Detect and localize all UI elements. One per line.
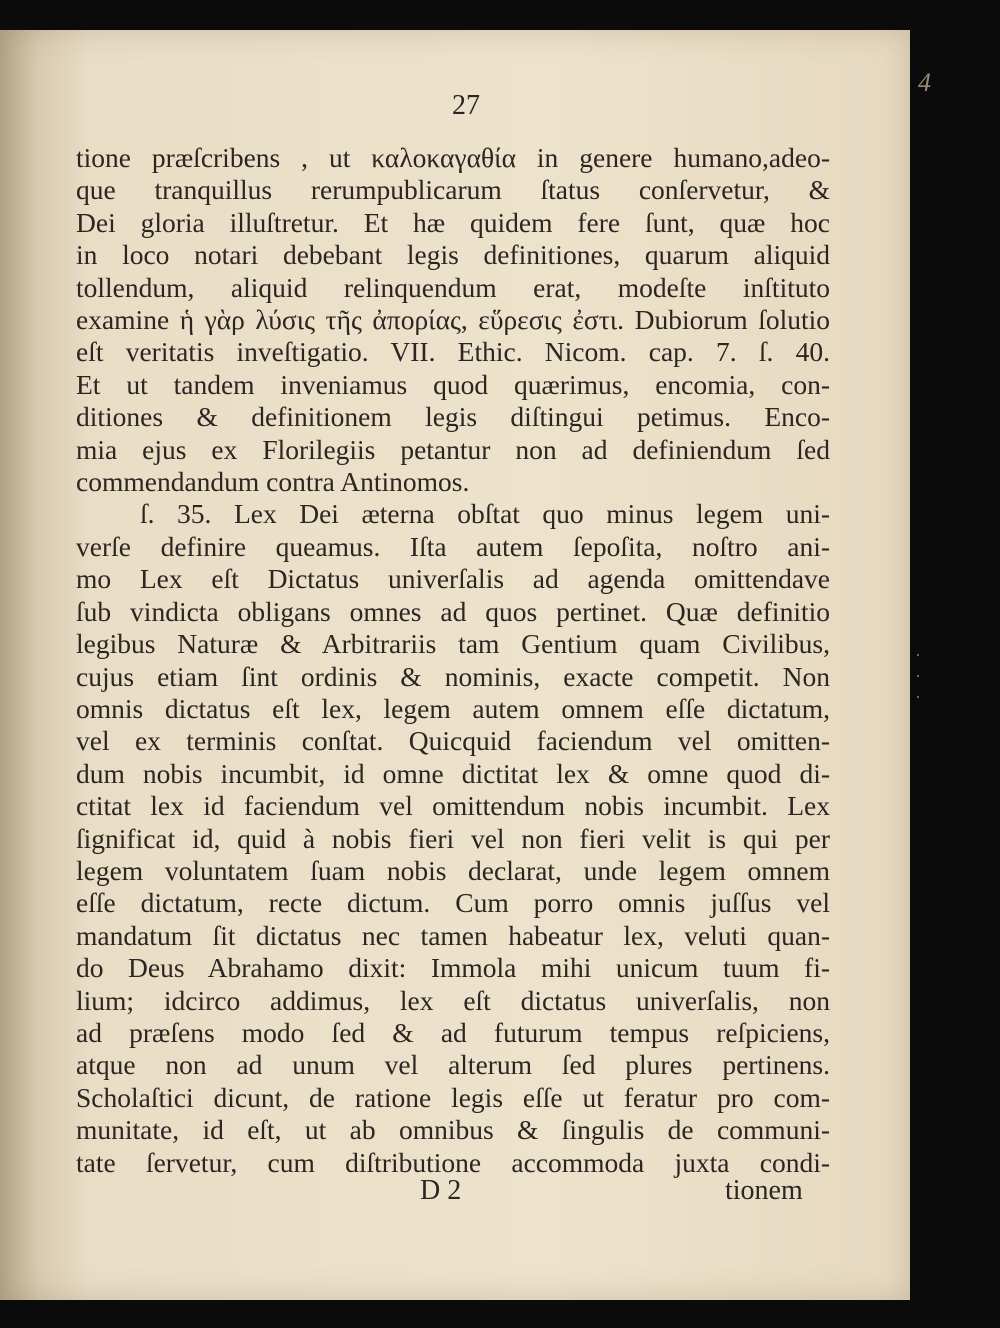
text-line: omnis dictatus eſt lex, legem autem omnem eſſe dictatum, [76, 692, 830, 724]
text-line: atque non ad unum vel alterum ſed plures pertinens. [76, 1049, 830, 1081]
text-line: ditiones & definitionem legis diſtingui petimus. Enco- [76, 401, 830, 433]
text-line: mia ejus ex Florilegiis petantur non ad definiendum ſed [76, 433, 830, 465]
text-line: que tranquillus rerumpublicarum ſtatus conſervetur, & [76, 174, 830, 206]
body-text [76, 142, 830, 1179]
text-line: Et ut tandem inveniamus quod quærimus, encomia, con- [76, 368, 830, 400]
text-line: ſignificat id, quid à nobis fieri vel non fieri velit is qui per [76, 822, 830, 854]
text-line: examine ἡ γὰρ λύσις τῆς ἀπορίας, εὕρεσις ἐστι. Dubiorum ſolutio [76, 304, 830, 336]
catchword: tionem [725, 1175, 803, 1206]
text-line: tione præſcribens , ut καλοκαγαθία in genere humano,adeo- [76, 142, 830, 173]
text-line: cujus etiam ſint ordinis & nominis, exacte competit. Non [76, 660, 830, 692]
text-line: munitate, id eſt, ut ab omnibus & ſingulis de communi- [76, 1114, 830, 1146]
text-line: do Deus Abrahamo dixit: Immola mihi unicum tuum fi- [76, 952, 830, 984]
text-line: legem voluntatem ſuam nobis declarat, unde legem omnem [76, 854, 830, 886]
text-line: eſſe dictatum, recte dictum. Cum porro omnis juſſus vel [76, 887, 830, 919]
text-line: eſt veritatis inveſtigatio. VII. Ethic. Nicom. cap. 7. ſ. 40. [76, 336, 830, 368]
text-line: verſe definire queamus. Iſta autem ſepoſita, noſtro ani- [76, 530, 830, 562]
text-line: Scholaſtici dicunt, de ratione legis eſſe ut feratur pro com- [76, 1081, 830, 1113]
text-line: ſub vindicta obligans omnes ad quos pertinet. Quæ definitio [76, 595, 830, 627]
text-line: tollendum, aliquid relinquendum erat, modeſte inſtituto [76, 271, 830, 303]
text-line: commendandum contra Antinomos. [76, 466, 470, 498]
page-number: 27 [452, 90, 480, 121]
corner-mark: 4 [918, 68, 931, 97]
text-line: ſ. 35. Lex Dei æterna obſtat quo minus legem uni- [140, 498, 830, 530]
text-line: legibus Naturæ & Arbitrariis tam Gentium quam Civilibus, [76, 628, 830, 660]
text-line: mo Lex eſt Dictatus univerſalis ad agenda omittendave [76, 563, 830, 595]
text-line: mandatum ſit dictatus nec tamen habeatur lex, veluti quan- [76, 919, 830, 951]
text-line: in loco notari debebant legis definitiones, quarum aliquid [76, 239, 830, 271]
text-line: ad præſens modo ſed & ad futurum tempus reſpiciens, [76, 1016, 830, 1048]
book-page [0, 30, 931, 1300]
text-line: lium; idcirco addimus, lex eſt dictatus univerſalis, non [76, 984, 830, 1016]
text-line: vel ex terminis conſtat. Quicquid faciendum vel omitten- [76, 725, 830, 757]
signature-mark: D 2 [420, 1175, 462, 1206]
text-line: dum nobis incumbit, id omne dictitat lex & omne quod di- [76, 757, 830, 789]
text-line: Dei gloria illuſtretur. Et hæ quidem fere ſunt, quæ hoc [76, 206, 830, 238]
side-marks: · · · [915, 645, 929, 707]
text-line: tate ſervetur, cum diſtributione accommoda juxta condi- [76, 1146, 830, 1178]
text-line: ctitat lex id faciendum vel omittendum nobis incumbit. Lex [76, 790, 830, 822]
